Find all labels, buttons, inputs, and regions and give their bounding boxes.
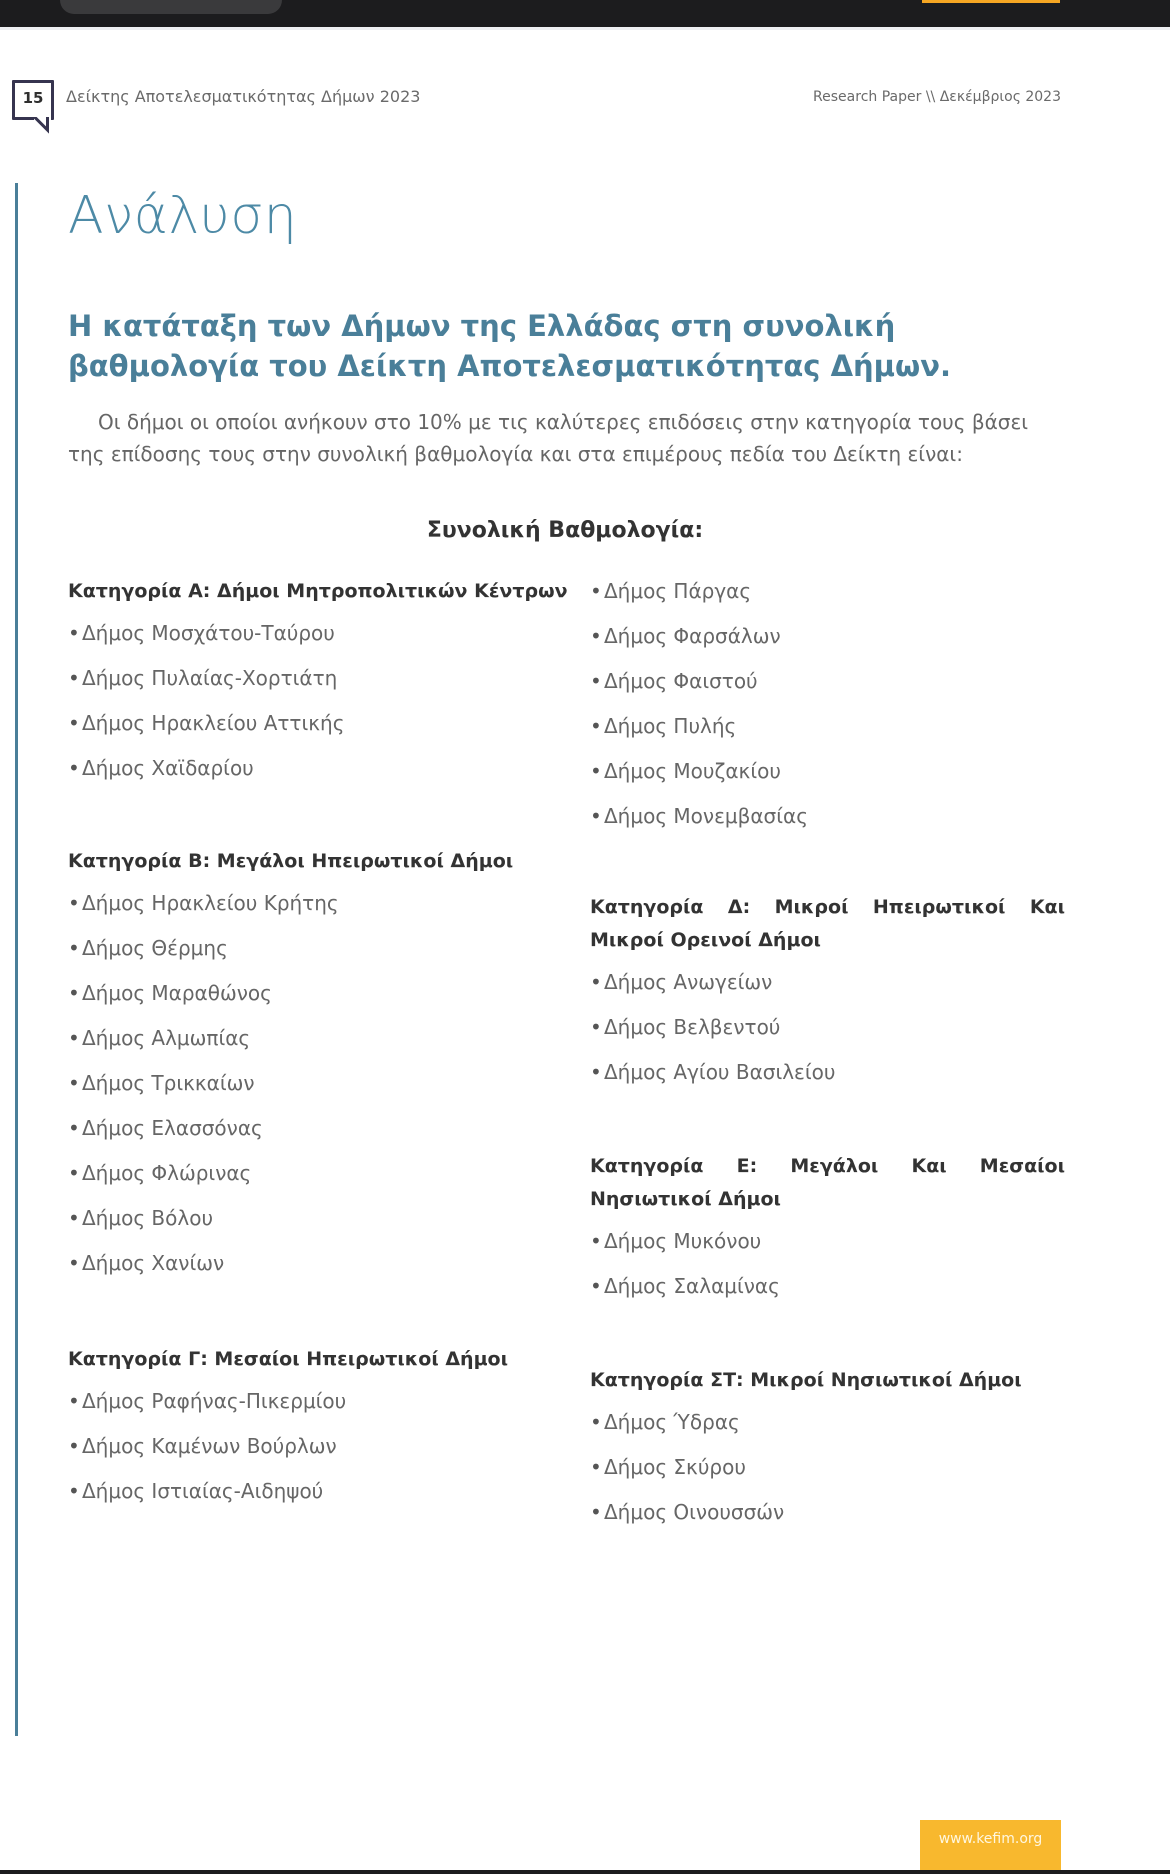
category-title: Κατηγορία Α: Δήμοι Μητροπολιτικών Κέντρων xyxy=(68,580,568,602)
intro-paragraph: Οι δήμοι οι οποίοι ανήκουν στο 10% με τις καλύτερες επιδόσεις στην κατηγορία τους βάσει της επίδοσης τους στην συνολική βαθμολογία και στα επιμέρους πεδία του Δείκτη είναι: xyxy=(68,410,1029,466)
municipality-item xyxy=(68,665,588,710)
municipality-item xyxy=(68,1160,588,1205)
municipality-name: Δήμος Πυλής xyxy=(604,714,737,738)
bullet-icon: • xyxy=(68,1116,80,1140)
municipality-name: Δήμος Αλμωπίας xyxy=(82,1026,251,1050)
municipality-item xyxy=(590,1059,1065,1104)
bullet-icon: • xyxy=(68,711,80,735)
municipality-name: Δήμος Μυκόνου xyxy=(604,1229,762,1253)
municipality-name: Δήμος Τρικκαίων xyxy=(82,1071,255,1095)
category-c xyxy=(68,1343,588,1523)
page-number: 15 xyxy=(22,89,44,107)
category-title: Κατηγορία Δ: Μικροί Ηπειρωτικοί Και Μικροί Ορεινοί Δήμοι xyxy=(590,896,1065,951)
document-title: Δείκτης Αποτελεσματικότητας Δήμων 2023 xyxy=(66,87,421,106)
bullet-icon: • xyxy=(68,936,80,960)
top-bar-pill xyxy=(60,0,282,14)
municipality-name: Δήμος Χανίων xyxy=(82,1251,225,1275)
municipality-name: Δήμος Ελασσόνας xyxy=(82,1116,263,1140)
municipality-name: Δήμος Φλώρινας xyxy=(82,1161,252,1185)
bullet-icon: • xyxy=(68,1389,80,1413)
bullet-icon: • xyxy=(590,1060,602,1084)
municipality-item xyxy=(590,758,1065,803)
bullet-icon: • xyxy=(68,756,80,780)
municipality-item xyxy=(68,710,588,755)
municipality-name: Δήμος Πυλαίας-Χορτιάτη xyxy=(82,666,338,690)
municipality-item xyxy=(590,1454,1065,1499)
municipality-item xyxy=(68,980,588,1025)
category-b xyxy=(68,845,588,1295)
bullet-icon: • xyxy=(68,621,80,645)
bullet-icon: • xyxy=(590,1274,602,1298)
municipality-item xyxy=(590,1499,1065,1544)
bullet-icon: • xyxy=(68,1026,80,1050)
category-a-continued xyxy=(590,578,1065,848)
municipality-item xyxy=(68,1025,588,1070)
municipality-item xyxy=(590,713,1065,758)
municipality-name: Δήμος Ηρακλείου Αττικής xyxy=(82,711,345,735)
municipality-item xyxy=(590,668,1065,713)
bullet-icon: • xyxy=(68,1479,80,1503)
municipality-item xyxy=(590,578,1065,623)
bullet-icon: • xyxy=(590,970,602,994)
bullet-icon: • xyxy=(590,804,602,828)
bullet-icon: • xyxy=(68,1251,80,1275)
municipality-item xyxy=(68,1250,588,1295)
municipality-name: Δήμος Αγίου Βασιλείου xyxy=(604,1060,836,1084)
bottom-bar xyxy=(0,1870,1170,1874)
municipality-item xyxy=(68,890,588,935)
municipality-item xyxy=(590,1409,1065,1454)
bullet-icon: • xyxy=(590,1015,602,1039)
document-meta: Research Paper \\ Δεκέμβριος 2023 xyxy=(813,89,1061,105)
municipality-item xyxy=(590,1014,1065,1059)
municipality-item xyxy=(68,1070,588,1115)
municipality-name: Δήμος Βόλου xyxy=(82,1206,214,1230)
bullet-icon: • xyxy=(590,1410,602,1434)
municipality-name: Δήμος Οινουσσών xyxy=(604,1500,785,1524)
municipality-item xyxy=(68,620,588,665)
category-title: Κατηγορία Β: Μεγάλοι Ηπειρωτικοί Δήμοι xyxy=(68,850,514,872)
municipality-name: Δήμος Μουζακίου xyxy=(604,759,781,783)
bullet-icon: • xyxy=(590,579,602,603)
municipality-name: Δήμος Μαραθώνος xyxy=(82,981,272,1005)
municipality-item xyxy=(590,1228,1065,1273)
section-heading: Συνολική Βαθμολογία: xyxy=(426,518,704,543)
bullet-icon: • xyxy=(68,666,80,690)
category-title: Κατηγορία Ε: Μεγάλοι Και Μεσαίοι Νησιωτικοί Δήμοι xyxy=(590,1155,1065,1210)
municipality-name: Δήμος Χαϊδαρίου xyxy=(82,756,254,780)
municipality-item xyxy=(68,1478,588,1523)
page-title: Ανάλυση xyxy=(68,186,298,246)
top-bar-orange-accent xyxy=(922,0,1060,3)
category-title: Κατηγορία Γ: Μεσαίοι Ηπειρωτικοί Δήμοι xyxy=(68,1348,509,1370)
bullet-icon: • xyxy=(590,1500,602,1524)
municipality-item xyxy=(68,1433,588,1478)
top-bar xyxy=(0,0,1170,27)
municipality-item xyxy=(68,1205,588,1250)
category-a xyxy=(68,575,588,800)
municipality-name: Δήμος Ύδρας xyxy=(604,1410,740,1434)
municipality-name: Δήμος Ανωγείων xyxy=(604,970,773,994)
bullet-icon: • xyxy=(590,1455,602,1479)
municipality-name: Δήμος Μοσχάτου-Ταύρου xyxy=(82,621,335,645)
municipality-item xyxy=(68,1115,588,1160)
municipality-name: Δήμος Ιστιαίας-Αιδηψού xyxy=(82,1479,324,1503)
category-title: Κατηγορία ΣΤ: Μικροί Νησιωτικοί Δήμοι xyxy=(590,1369,1022,1391)
municipality-name: Δήμος Φαιστού xyxy=(604,669,758,693)
bullet-icon: • xyxy=(68,981,80,1005)
bullet-icon: • xyxy=(68,1161,80,1185)
bullet-icon: • xyxy=(68,1206,80,1230)
municipality-name: Δήμος Ηρακλείου Κρήτης xyxy=(82,891,339,915)
municipality-item xyxy=(590,803,1065,848)
municipality-item xyxy=(68,755,588,800)
municipality-name: Δήμος Πάργας xyxy=(604,579,752,603)
bullet-icon: • xyxy=(590,624,602,648)
municipality-name: Δήμος Μονεμβασίας xyxy=(604,804,808,828)
municipality-item xyxy=(590,623,1065,668)
bullet-icon: • xyxy=(68,1071,80,1095)
municipality-name: Δήμος Καμένων Βούρλων xyxy=(82,1434,337,1458)
bullet-icon: • xyxy=(590,669,602,693)
municipality-name: Δήμος Σκύρου xyxy=(604,1455,746,1479)
section-subtitle: Η κατάταξη των Δήμων της Ελλάδας στη συνολική βαθμολογία του Δείκτη Αποτελεσματικότητας Δήμων. xyxy=(68,309,951,383)
municipality-name: Δήμος Θέρμης xyxy=(82,936,228,960)
municipality-item xyxy=(68,1388,588,1433)
top-bar-separator xyxy=(0,27,1170,30)
left-accent-line xyxy=(15,183,18,1736)
category-d xyxy=(590,891,1065,1104)
bullet-icon: • xyxy=(68,891,80,915)
bullet-icon: • xyxy=(590,759,602,783)
municipality-name: Δήμος Σαλαμίνας xyxy=(604,1274,780,1298)
municipality-name: Δήμος Βελβεντού xyxy=(604,1015,781,1039)
municipality-name: Δήμος Φαρσάλων xyxy=(604,624,781,648)
municipality-item xyxy=(590,969,1065,1014)
municipality-name: Δήμος Ραφήνας-Πικερμίου xyxy=(82,1389,347,1413)
category-e xyxy=(590,1150,1065,1318)
bullet-icon: • xyxy=(68,1434,80,1458)
bullet-icon: • xyxy=(590,714,602,738)
bullet-icon: • xyxy=(590,1229,602,1253)
category-st xyxy=(590,1364,1065,1544)
municipality-item xyxy=(68,935,588,980)
website-link[interactable]: www.kefim.org xyxy=(920,1820,1061,1874)
municipality-item xyxy=(590,1273,1065,1318)
